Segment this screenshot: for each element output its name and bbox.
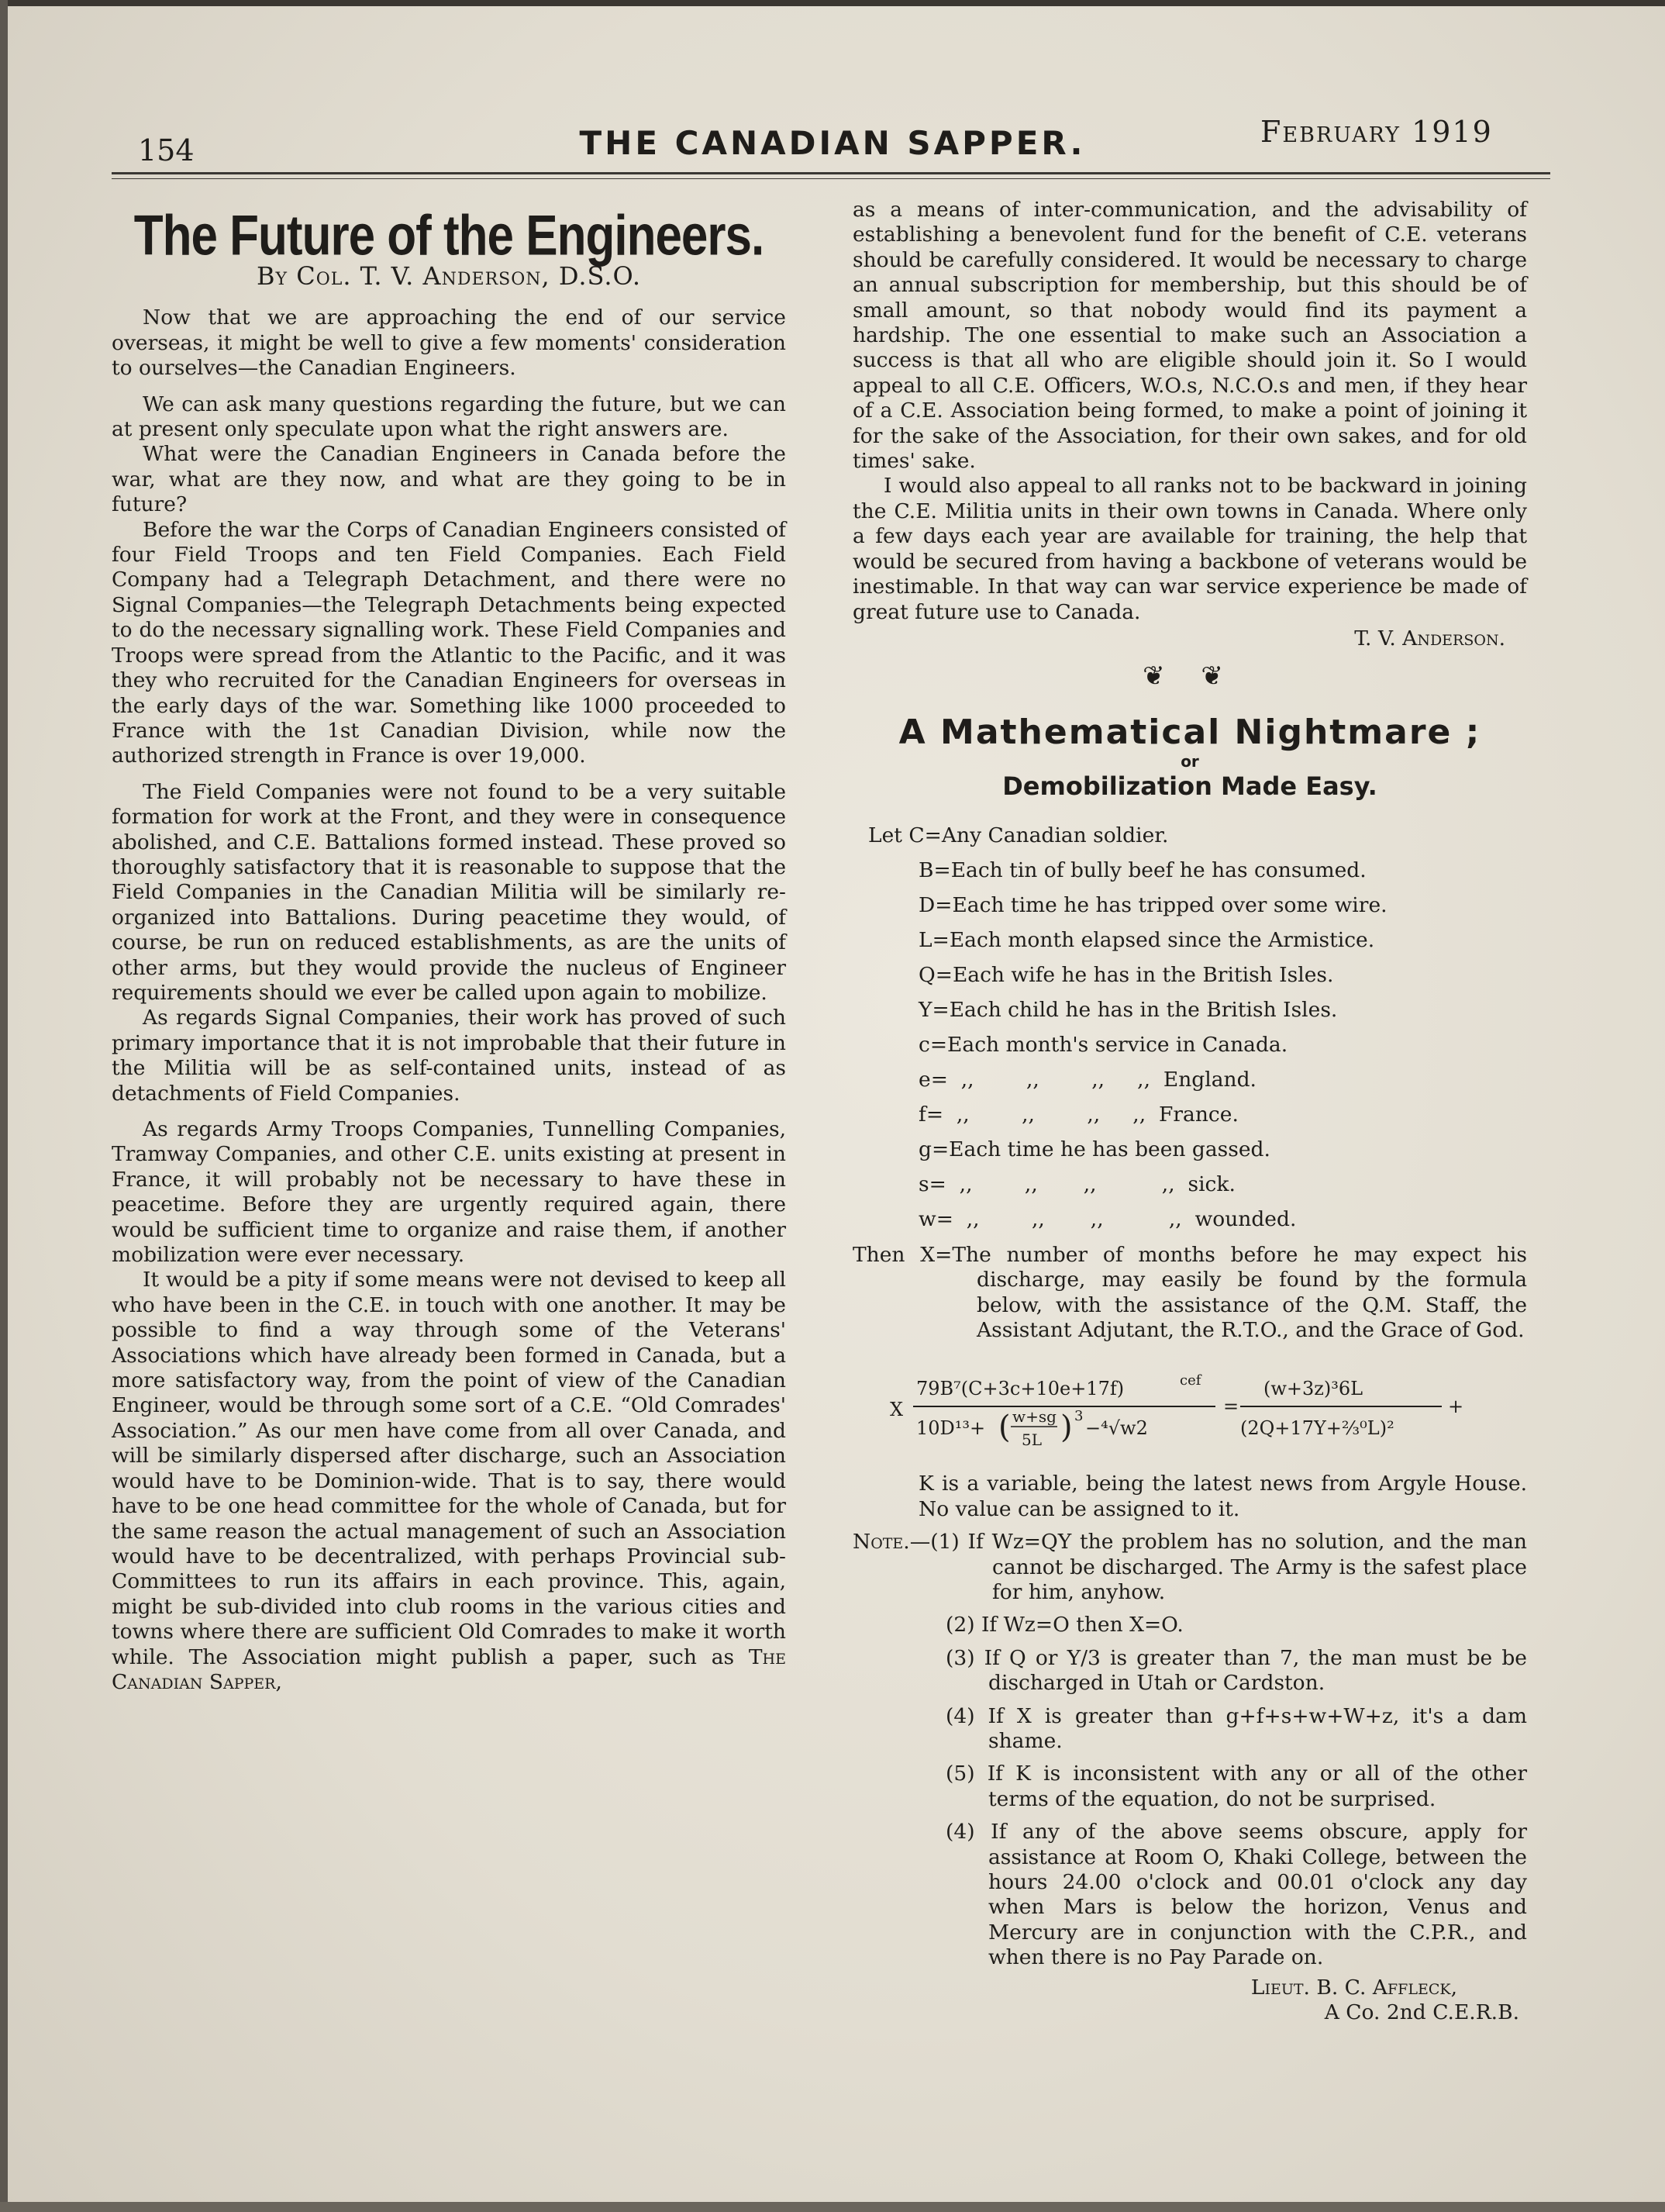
formula-lead: X (890, 1399, 904, 1421)
def-text: =Any Canadian soldier. (924, 823, 1169, 847)
paragraph: As regards Signal Companies, their work has proved of such primary importance that it is not improbable that their future in the Militia will be as self-contained units, instead of as detachments of Field Companies. (112, 1006, 786, 1106)
definition-item (853, 1062, 1527, 1097)
definition-item (853, 1027, 1527, 1062)
formula-plus: + (1448, 1396, 1464, 1418)
paragraph: I would also appeal to all ranks not to be backward in joining the C.E. Militia units in their own towns in Canada. Where only a few days each year are available for training, the help that would be secured from having a backbone of veterans would be inestimable. In that way can war service experience be made of great future use to Canada. (853, 474, 1527, 624)
definition-item (853, 958, 1527, 992)
article-title: The Future of the Engineers. (133, 204, 764, 268)
paragraph: Before the war the Corps of Canadian Engineers consisted of four Field Troops and ten Field Companies. Each Field Company had a Telegraph Detachment, and there were no Signal Companies—the Telegraph Detachments being expected to do the necessary signalling work. These Field Companies and Troops were spread from the Atlantic to the Pacific, and it was they who recruited for the Canadian Engineers for overseas in the early days of the war. Something like 1000 proceeded to France with the 1st Canadian Division, while now the authorized strength in France is over 19,000. (112, 517, 786, 768)
right-column (853, 198, 1527, 2025)
then-block (853, 1243, 1527, 1344)
page-edge-left (0, 0, 8, 2212)
issue-date: February 1919 (1260, 115, 1493, 149)
definition-item (853, 1097, 1527, 1132)
author-line-2: A Co. 2nd C.E.R.B. (1324, 2000, 1519, 2024)
note-item: (5) If K is inconsistent with any or all of the other terms of the equation, do not be surprised. (946, 1762, 1527, 1811)
def-text: = ,, ,, ,, ,, wounded. (936, 1206, 1297, 1231)
definition-item (853, 923, 1527, 958)
paragraph: as a means of inter-communication, and the advisability of establishing a benevolent fund for the benefit of C.E. veterans should be carefully considered. It would be necessary to charge an annual subscription for membership, but this should be of small amount, so that nobody would find its payment a hardship. The one essential to make such an Association a success is that all who are eligible should join it. So I would appeal to all C.E. Officers, W.O.s, N.C.O.s and men, if they hear of a C.E. Association being formed, to make a point of joining it for the sake of the Association, for their own sakes, and for old times' sake. (853, 198, 1527, 474)
def-label: c (919, 1032, 930, 1057)
def-label: w (919, 1206, 936, 1231)
def-label: L (919, 927, 932, 952)
left-column (112, 204, 786, 1695)
def-text: =Each tin of bully beef he has consumed. (933, 858, 1367, 882)
definition-item (853, 853, 1527, 888)
formula (853, 1352, 1527, 1461)
k-statement: K is a variable, being the latest news from Argyle House. No value can be assigned to it. (919, 1472, 1527, 1521)
note-item (853, 1530, 1527, 1605)
def-label: Q (919, 962, 936, 987)
def-text: = ,, ,, ,, ,, England. (930, 1067, 1257, 1092)
definition-item (853, 992, 1527, 1027)
author-line-1: Lieut. B. C. Affleck, (1250, 1975, 1457, 2000)
page-number: 154 (138, 133, 195, 167)
let-word: Let (868, 823, 902, 847)
byline-prefix: By (256, 261, 288, 291)
paragraph: What were the Canadian Engineers in Canada before the war, what are they now, and what are they going to be in future? (112, 442, 786, 517)
publication-title: THE CANADIAN SAPPER. (579, 124, 1086, 162)
def-label: C (908, 823, 925, 847)
paragraph: We can ask many questions regarding the future, but we can at present only speculate upon what the right answers are. (112, 392, 786, 442)
def-label: D (919, 892, 936, 917)
formula-num2: (w+3z)³6L (1263, 1378, 1363, 1400)
def-label: f (919, 1102, 926, 1127)
def-label: B (919, 858, 934, 882)
ornament-divider: ❦ ❦ (1143, 661, 1237, 692)
formula-den1-a: 10D¹³+ (916, 1417, 986, 1440)
nightmare-or: or (1181, 751, 1199, 771)
formula-num1-exp: cef (1180, 1372, 1201, 1389)
definition-item (853, 1132, 1527, 1167)
def-label: g (919, 1137, 932, 1161)
def-label: s (919, 1172, 929, 1196)
paren-open: ( (998, 1410, 1011, 1446)
formula-den1-frac-num: w+sg (1012, 1407, 1057, 1427)
article-signature: T. V. Anderson. (1354, 626, 1505, 650)
def-text: =Each child he has in the British Isles. (932, 997, 1338, 1022)
paragraph: As regards Army Troops Companies, Tunnelling Companies, Tramway Companies, and other C.E. units existing at present in France, it will probably not be necessary to have these in peacetime. Before they are urgently required again, there would be sufficient time to organize and raise them, if another mobilization were ever necessary. (112, 1117, 786, 1268)
note-label: Note.— (853, 1530, 931, 1555)
note-item: (2) If Wz=O then X=O. (946, 1613, 1184, 1637)
paragraph-text: It would be a pity if some means were not devised to keep all who have been in the C.E. in touch with one another. It may be possible to find a way through some of the Veterans' Associations which have already been formed in Canada, but a more satisfactory way, from the point of view of the Canadian Engineer, would be through some sort of a C.E. “Old Comrades' Association.” As our men have come from all over Canada, and will be similarly dispersed after discharge, such an Association would have to be Dominion-wide. That is to say, there would have to be one head committee for the whole of Canada, but for the same reason the actual management of such an Association would have to be decentralized, with perhaps Provincial sub-Committees to run its affairs in each province. This, again, might be sub-divided into club rooms in the various cities and towns where there are sufficient Old Comrades to make it worth while. The Association might publish a paper, such as (112, 1268, 786, 1669)
paren-close: ) (1060, 1410, 1073, 1446)
def-text: = ,, ,, ,, ,, France. (926, 1102, 1239, 1127)
formula-num1: 79B⁷(C+3c+10e+17f) (916, 1378, 1125, 1400)
formula-den2: (2Q+17Y+²⁄₃⁰L)² (1240, 1417, 1394, 1440)
definition-item (853, 1202, 1527, 1237)
definition-item (853, 1167, 1527, 1202)
paper-name: The Canadian Sapper, (112, 1644, 786, 1694)
def-text: =Each time he has tripped over some wire. (935, 892, 1388, 917)
nightmare-subtitle: Demobilization Made Easy. (1002, 771, 1377, 801)
note-item: (4) If X is greater than g+f+s+w+W+z, it's a dam shame. (946, 1703, 1527, 1753)
paragraph (112, 1268, 786, 1695)
def-text: =Each wife he has in the British Isles. (935, 962, 1334, 987)
def-text: =Each time he has been gassed. (931, 1137, 1270, 1161)
def-text: =Each month elapsed since the Armistice. (932, 927, 1375, 952)
def-label: Y (919, 997, 932, 1022)
header-rule (112, 172, 1550, 174)
def-text: = ,, ,, ,, ,, sick. (929, 1172, 1236, 1196)
def-label: e (919, 1067, 931, 1092)
paragraph: The Field Companies were not found to be a very suitable formation for work at the Front, and they were in consequence abolished, and C.E. Battalions formed instead. These proved so thoroughly satisfactory that it is reasonable to suppose that the Field Companies in the Canadian Militia will be similarly re-organized into Battalions. During peacetime they would, of course, be run on reduced establishments, as are the units of other arms, but they would provide the nucleus of Engineer requirements should we ever be called upon again to mobilize. (112, 779, 786, 1005)
def-text: =Each month's service in Canada. (929, 1032, 1288, 1057)
page-edge-bottom (0, 2202, 1665, 2212)
formula-den1-b: −⁴√w2 (1085, 1417, 1148, 1440)
header-rule-thin (112, 178, 1550, 179)
page-edge-top (0, 0, 1665, 6)
notes-block (853, 1530, 1527, 1971)
formula-den1-frac-den: 5L (1022, 1430, 1043, 1450)
byline-name: Col. T. V. Anderson, D.S.O. (296, 261, 642, 291)
nightmare-title: A Mathematical Nightmare ; (898, 712, 1481, 752)
formula-den1-exp: 3 (1074, 1408, 1084, 1425)
definition-item (853, 888, 1527, 923)
then-text: Then X=The number of months before he may expect his discharge, may easily be found by the formula below, with the assistance of the Q.M. Staff, the Assistant Adjutant, the R.T.O., and the Grace of God. (853, 1242, 1527, 1342)
formula-svg (853, 1352, 1527, 1461)
paragraph: Now that we are approaching the end of our service overseas, it might be well to give a few moments' consideration to ourselves—the Canadian Engineers. (112, 305, 786, 381)
definition-list (853, 818, 1527, 1237)
formula-eq: = (1223, 1396, 1239, 1418)
definition-item (853, 818, 1527, 853)
note-text: (1) If Wz=QY the problem has no solution, and the man cannot be discharged. The Army is the safest place for him, anyhow. (930, 1530, 1527, 1604)
note-item: (3) If Q or Y/3 is greater than 7, the man must be be discharged in Utah or Cardston. (946, 1645, 1527, 1696)
note-item: (4) If any of the above seems obscure, apply for assistance at Room O, Khaki College, between the hours 24.00 o'clock and 00.01 o'clock any day when Mars is below the horizon, Venus and Mercury are in conjunction with the C.P.R., and when there is no Pay Parade on. (946, 1820, 1527, 1970)
